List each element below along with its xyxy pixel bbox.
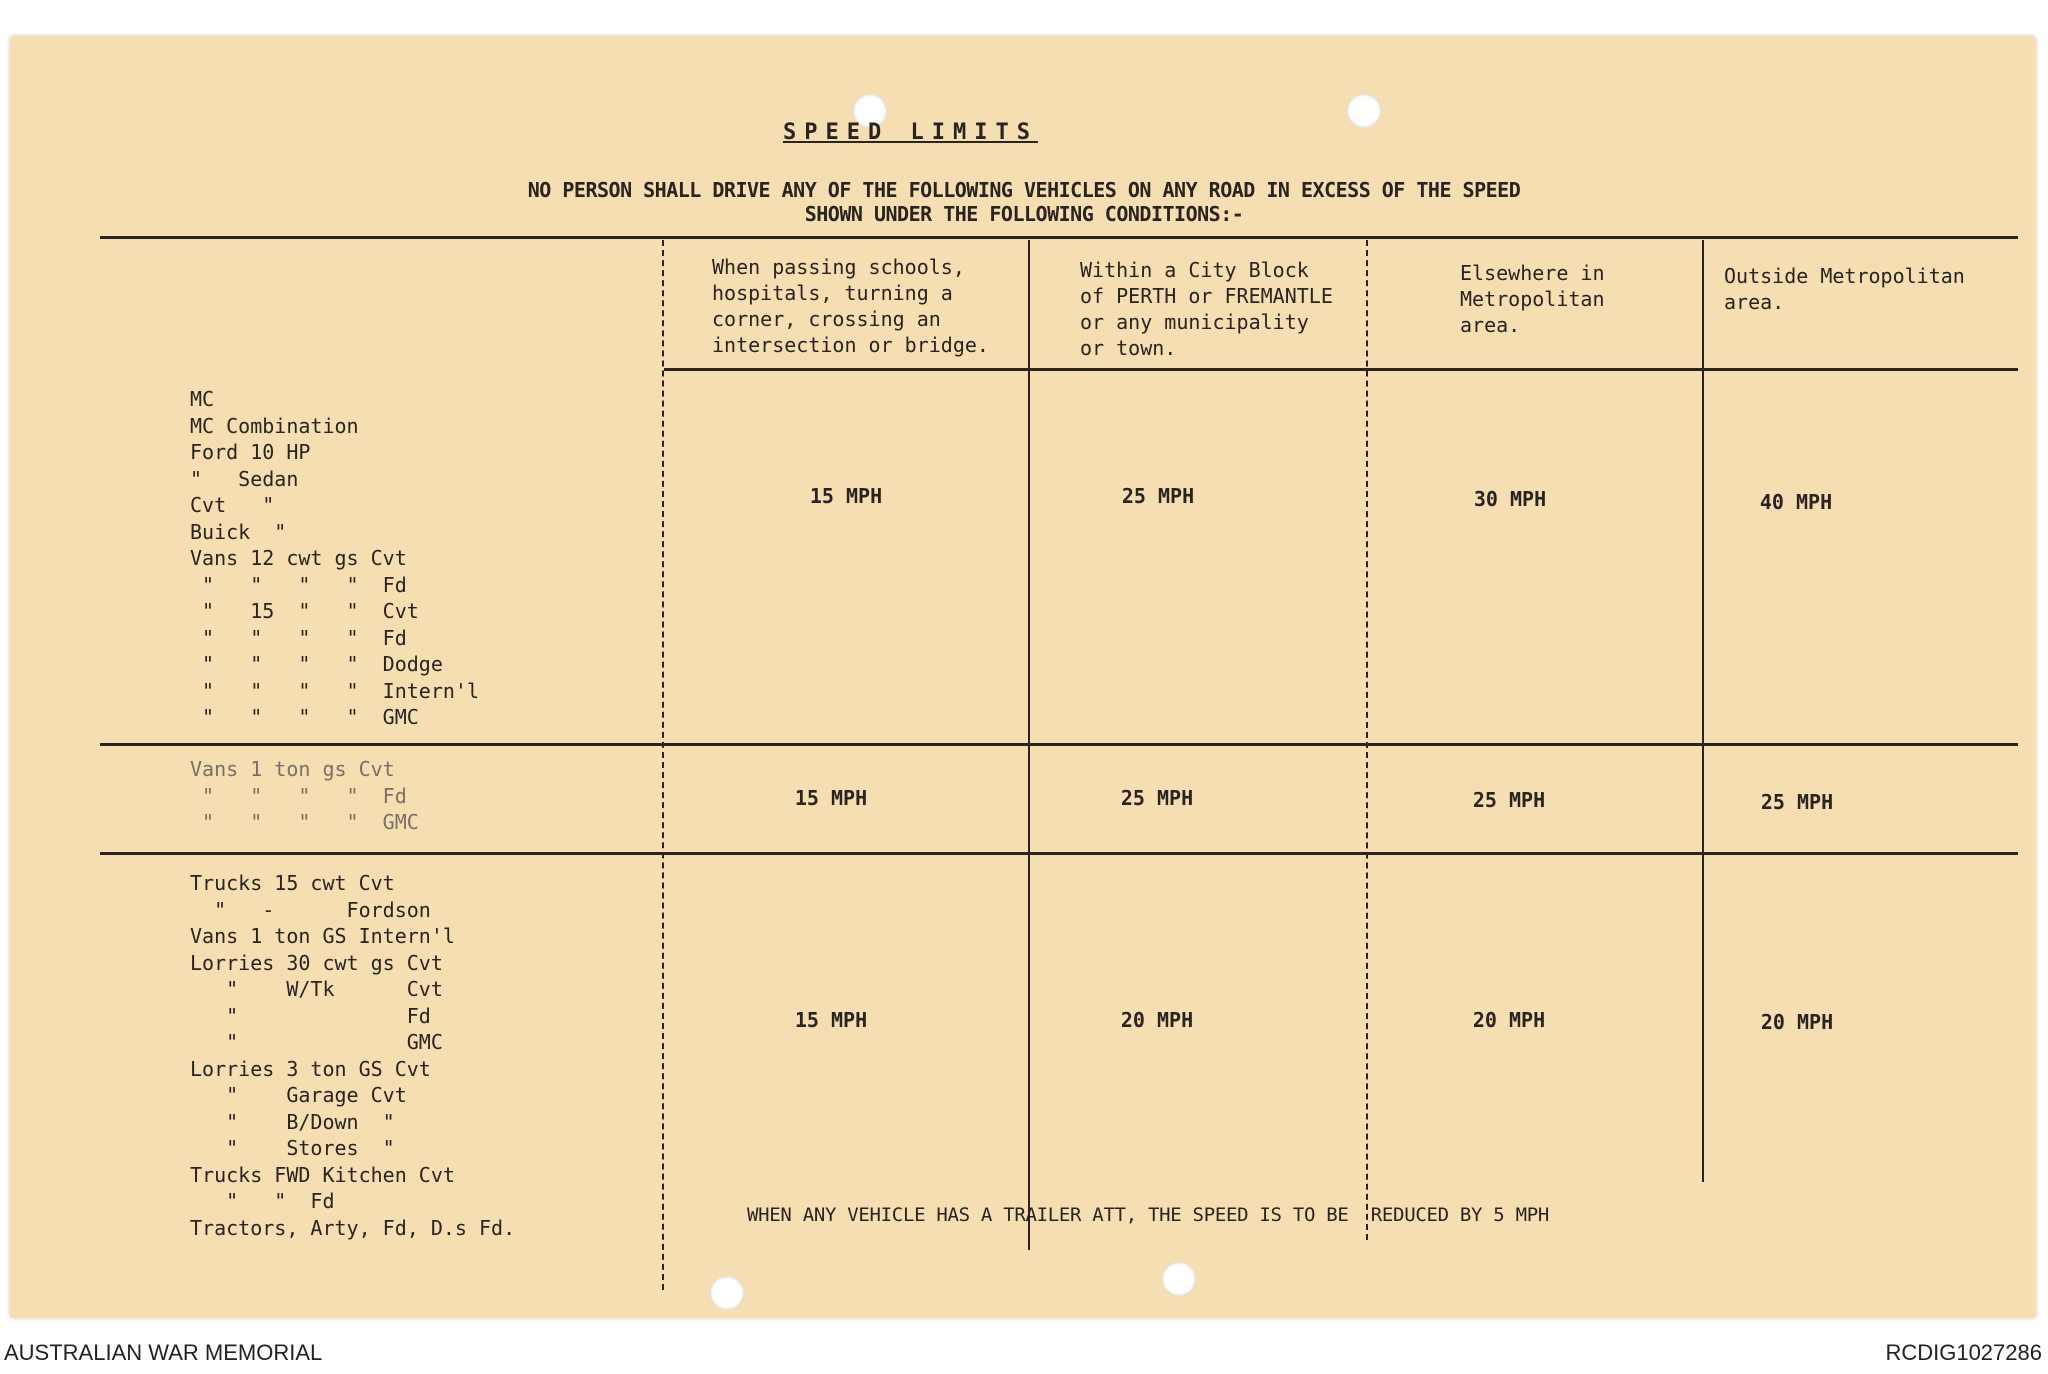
trailer-note: WHEN ANY VEHICLE HAS A TRAILER ATT, THE SPEED IS TO BE REDUCED BY 5 MPH — [747, 1204, 1550, 1226]
speed-cell: 25 MPH — [1760, 790, 1834, 814]
vehicle-list-group-1: MC MC Combination Ford 10 HP " Sedan Cvt " Buick " Vans 12 cwt gs Cvt " " " " Fd " 15 " " Cvt " " " " Fd " " " " Dodge " " " " Intern'l " " " " GMC — [190, 387, 479, 729]
speed-cell: 25 MPH — [1472, 788, 1546, 812]
speed-cell: 30 MPH — [1473, 487, 1547, 511]
record-id: RCDIG1027286 — [1885, 1340, 2042, 1365]
punch-hole — [1347, 94, 1381, 128]
source-caption: AUSTRALIAN WAR MEMORIAL — [4, 1340, 323, 1365]
speed-cell: 15 MPH — [794, 786, 868, 810]
speed-cell: 40 MPH — [1759, 490, 1833, 514]
page-title: SPEED LIMITS — [783, 120, 1038, 145]
column-divider-1 — [662, 240, 664, 1290]
column-header-schools: When passing schools, hospitals, turning a corner, crossing an intersection or bridge. — [712, 255, 989, 357]
table-top-rule — [100, 236, 2018, 239]
column-divider-3 — [1366, 240, 1368, 1240]
speed-cell: 25 MPH — [1121, 484, 1195, 508]
punch-hole — [1162, 1262, 1196, 1296]
speed-cell: 15 MPH — [809, 484, 883, 508]
speed-cell: 20 MPH — [1760, 1010, 1834, 1034]
punch-hole — [710, 1276, 744, 1310]
speed-cell: 20 MPH — [1120, 1008, 1194, 1032]
speed-cell: 25 MPH — [1120, 786, 1194, 810]
column-divider-4 — [1702, 240, 1704, 1182]
header-bottom-rule — [664, 368, 2018, 371]
speed-cell: 15 MPH — [794, 1008, 868, 1032]
column-header-outside-metropolitan: Outside Metropolitan area. — [1724, 264, 1965, 314]
vehicle-list-group-3: Trucks 15 cwt Cvt " - Fordson Vans 1 ton GS Intern'l Lorries 30 cwt gs Cvt " W/Tk Cvt " Fd " GMC Lorries 3 ton GS Cvt " Garage Cvt " B/Down " " Stores " Trucks FWD Kitchen Cvt " " Fd Tractors, Arty, Fd, D.s Fd. — [190, 871, 516, 1240]
group-1-bottom-rule — [100, 743, 2018, 746]
column-header-city-block: Within a City Block of PERTH or FREMANTLE or any municipality or town. — [1080, 258, 1333, 360]
vehicle-list-group-2: Vans 1 ton gs Cvt " " " " Fd " " " " GMC — [190, 757, 419, 834]
intro-line-1: NO PERSON SHALL DRIVE ANY OF THE FOLLOWING VEHICLES ON ANY ROAD IN EXCESS OF THE SPEED — [527, 178, 1521, 202]
column-divider-2 — [1028, 240, 1030, 1250]
column-header-metropolitan: Elsewhere in Metropolitan area. — [1460, 261, 1605, 337]
intro-line-2: SHOWN UNDER THE FOLLOWING CONDITIONS:- — [804, 202, 1244, 226]
speed-cell: 20 MPH — [1472, 1008, 1546, 1032]
group-2-bottom-rule — [100, 852, 2018, 855]
